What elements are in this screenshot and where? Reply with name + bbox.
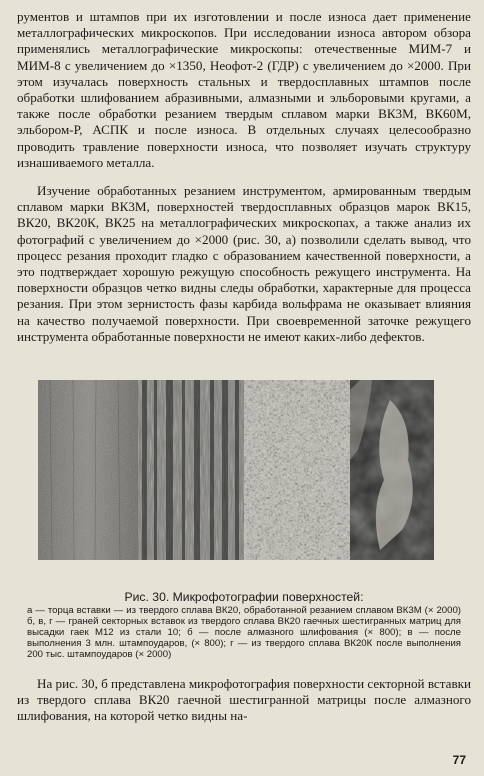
paragraph-bottom (17, 676, 471, 725)
micrograph-panel-c (244, 380, 350, 560)
paragraph-top (17, 9, 471, 171)
figure-caption-text: а — торца вставки — из твердого сплава ВК20, обработанной резанием сплавом ВК3М (× 2000) б, в, г — граней секторных вставок из твердого сплава ВК20 гаечных шестигранных матриц для высадки гаек М12 из стали 10; б — после алмазного шлифования (× 800); в — после выполнения 3 млн. штампоударов, (× 800); г — из твердого сплава ВК20К после выполнения 200 тыс. штампоударов (× 2000) (27, 605, 461, 660)
paragraph-middle (17, 183, 471, 345)
micrograph-panel-b (138, 380, 244, 560)
micrograph-figure (38, 380, 434, 560)
micrograph-panel-a (38, 380, 138, 560)
figure-caption-body (27, 605, 461, 660)
micrograph-panel-d (350, 380, 434, 560)
paragraph-top-text: рументов и штампов при их изготовлении и после износа дает применение металлографических микроскопов. При исследовании износа автором обзора применялись металлографические микроскопы: отечественные МИМ-7 и МИМ-8 с увеличением до ×1350, Неофот-2 (ГДР) с увеличением до ×2000. При этом изучалась поверхность стальных и твердосплавных штампов после обработки шлифованием абразивными, алмазными и эльборовыми кругами, а также после обработки резанием твердым сплавом марки ВК3М, ВК60М, эльбором-Р, АСПК и после износа. В отдельных случаях целесообразно проводить травление поверхности износа, что позволяет изучать структуру изнашиваемого металла. (17, 9, 471, 170)
paragraph-middle-text: Изучение обработанных резанием инструментом, армированным твердым сплавом марки ВК3М, поверхностей твердосплавных образцов марок ВК15, ВК20, ВК20К, ВК25 на металлографических микроскопах, а также анализ их фотографий с увеличением до ×2000 (рис. 30, а) позволили сделать вывод, что процесс резания проходит гладко с образованием качественной поверхности, а это подтверждает хорошую режущую способность режущего инструмента. На поверхности образцов четко видны следы обработки, характерные для процесса резания. При этом зернистость фазы карбида вольфрама не оказывает влияния на качество получаемой поверхности. При своевременной заточке режущего инструмента обработанные поверхности не имеют каких-либо дефектов. (17, 183, 471, 344)
paragraph-bottom-text: На рис. 30, б представлена микрофотография поверхности секторной вставки из твердого сплава ВК20 гаечной шестигранной матрицы после алмазного шлифования, на которой четко видны на- (17, 676, 471, 724)
figure-caption-title: Рис. 30. Микрофотографии поверхностей: (124, 590, 364, 604)
page-number: 77 (452, 753, 466, 767)
